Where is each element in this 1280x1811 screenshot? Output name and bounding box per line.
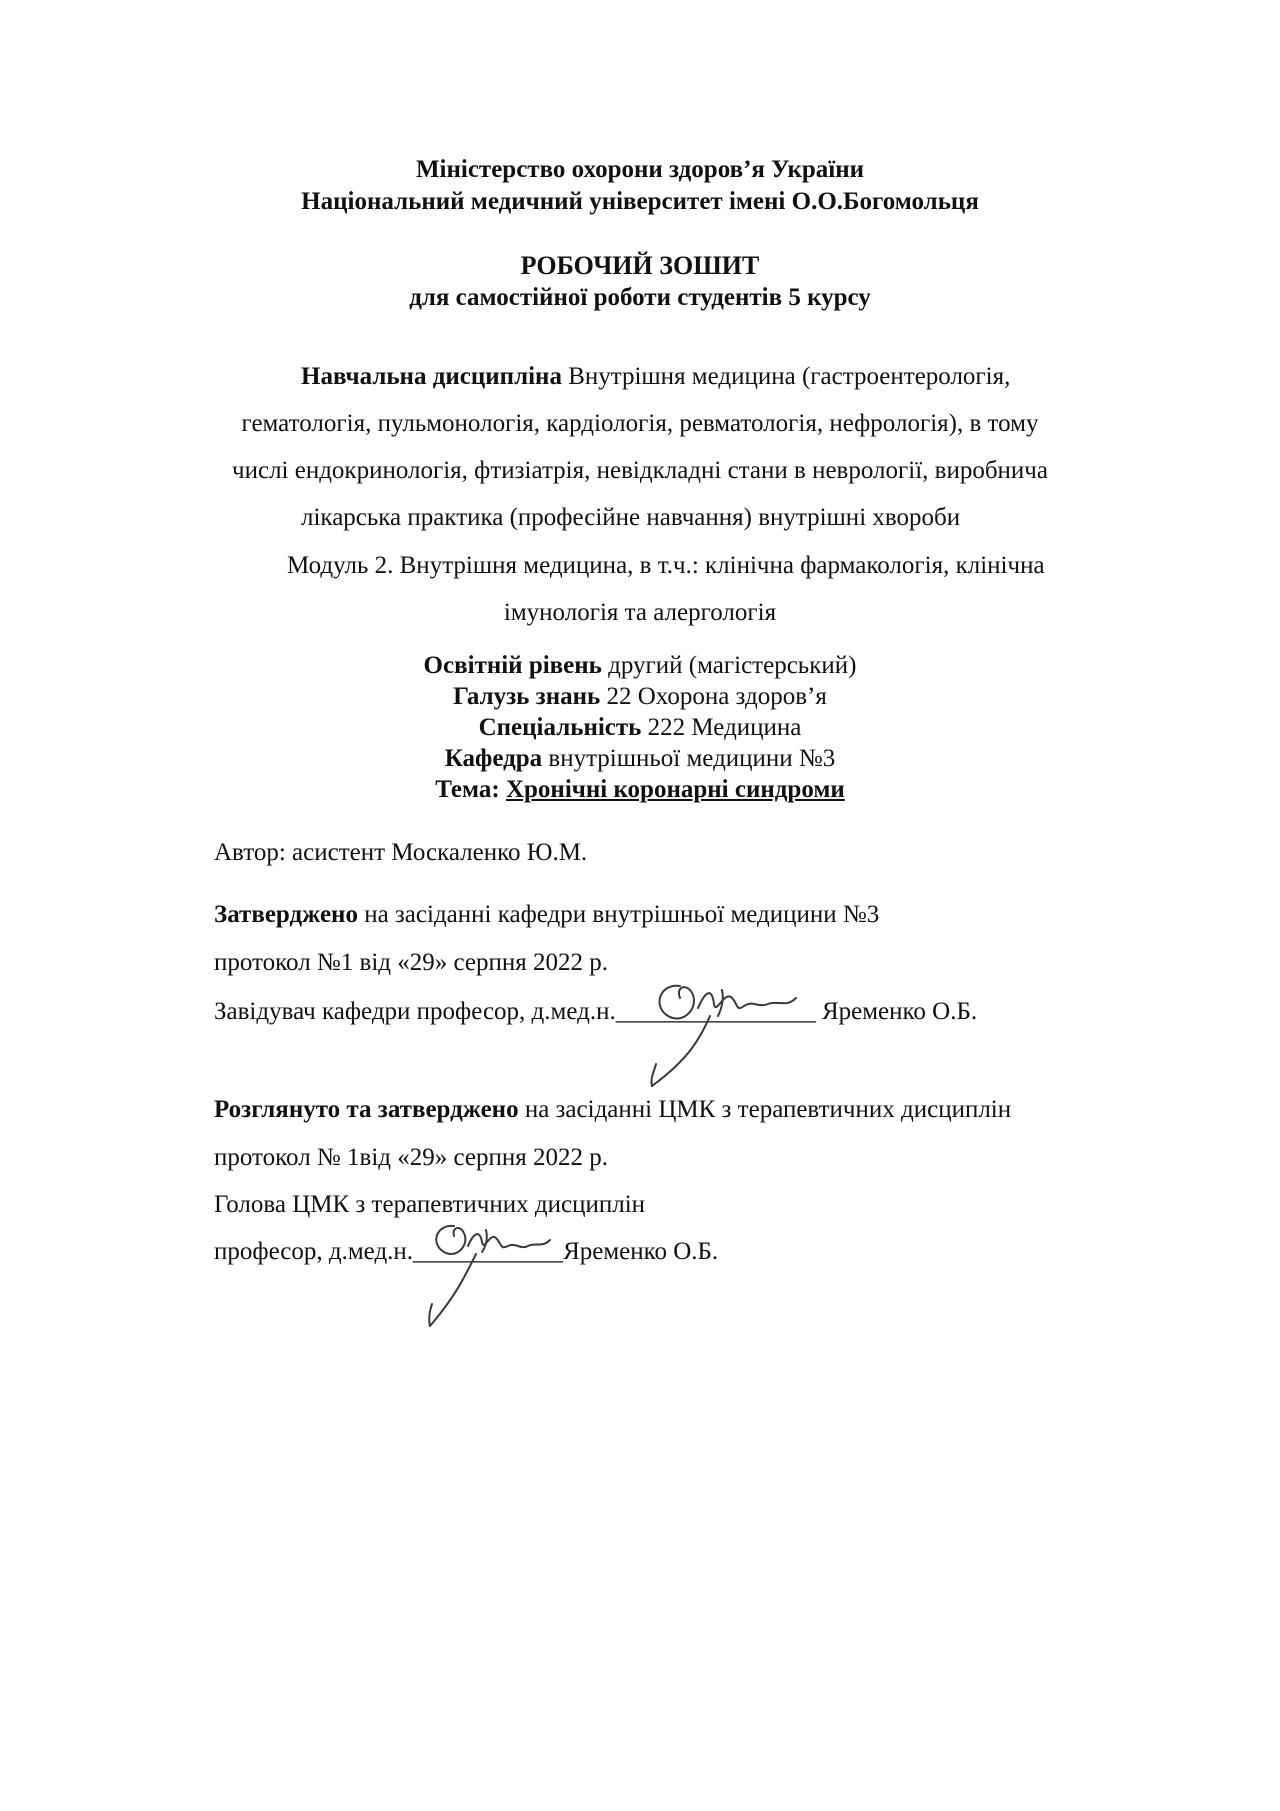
approval-2-chair-name: Яременко О.Б. <box>563 1238 719 1265</box>
topic-value: Хронічні коронарні синдроми <box>505 776 845 803</box>
department-label: Кафедра <box>444 745 543 772</box>
field-label: Галузь знань <box>453 683 601 710</box>
approval-1-head-name: Яременко О.Б. <box>815 998 978 1025</box>
discipline-line-3: числі ендокринологія, фтизіатрія, невідкладні стани в неврології, виробнича <box>232 457 1048 484</box>
approval-2-chair-prefix: професор, д.мед.н.____________ <box>214 1238 564 1265</box>
discipline-line-1 <box>301 361 1010 393</box>
education-level-value: другий (магістерський) <box>601 652 857 679</box>
field-value: 22 Охорона здоров’я <box>600 683 827 710</box>
module-line-2: імунологія та алергологія <box>503 599 777 626</box>
approval-2-text: на засіданні ЦМК з терапевтичних дисциплін <box>518 1096 1012 1123</box>
approval-2-label: Розглянуто та затверджено <box>214 1096 519 1123</box>
document-subtitle: для самостійної роботи студентів 5 курсу <box>409 284 871 311</box>
approval-1-line <box>214 899 879 931</box>
module-line-1: Модуль 2. Внутрішня медицина, в т.ч.: клінічна фармакологія, клінічна <box>287 552 1045 579</box>
discipline-label: Навчальна дисципліна <box>301 363 562 390</box>
document-title: РОБОЧИЙ ЗОШИТ <box>520 251 760 280</box>
approval-1-head <box>214 996 977 1028</box>
education-level <box>0 650 1280 682</box>
department-value: внутрішньої медицини №3 <box>542 745 836 772</box>
signature-1 <box>640 968 810 1098</box>
ministry-name: Міністерство охорони здоров’я України <box>415 156 865 183</box>
topic <box>0 774 1280 806</box>
approval-2-line <box>214 1094 1011 1126</box>
discipline-line-2: гематологія, пульмонологія, кардіологія, ревматологія, нефрологія), в тому <box>241 410 1039 437</box>
education-level-label: Освітній рівень <box>423 652 602 679</box>
discipline-text-1: Внутрішня медицина (гастроентерологія, <box>561 363 1011 390</box>
approval-1-text: на засіданні кафедри внутрішньої медицини №3 <box>357 901 880 928</box>
university-name: Національний медичний університет імені О.О.Богомольця <box>301 188 979 215</box>
approval-1-label: Затверджено <box>214 901 358 928</box>
author: Автор: асистент Москаленко Ю.М. <box>214 839 588 866</box>
specialty <box>0 712 1280 744</box>
approval-1-head-prefix: Завідувач кафедри професор, д.мед.н.________________ <box>214 998 816 1025</box>
approval-1-protocol: протокол №1 від «29» серпня 2022 р. <box>214 949 608 976</box>
approval-2-chair: Голова ЦМК з терапевтичних дисциплін <box>214 1191 646 1218</box>
department <box>0 743 1280 775</box>
field-of-knowledge <box>0 681 1280 713</box>
specialty-value: 222 Медицина <box>641 714 802 741</box>
signature-2 <box>420 1212 560 1342</box>
discipline-line-4: лікарська практика (професійне навчання) внутрішні хвороби <box>301 504 961 531</box>
specialty-label: Спеціальність <box>478 714 642 741</box>
approval-2-protocol: протокол № 1від «29» серпня 2022 р. <box>214 1144 608 1171</box>
topic-label: Тема: <box>435 776 500 803</box>
